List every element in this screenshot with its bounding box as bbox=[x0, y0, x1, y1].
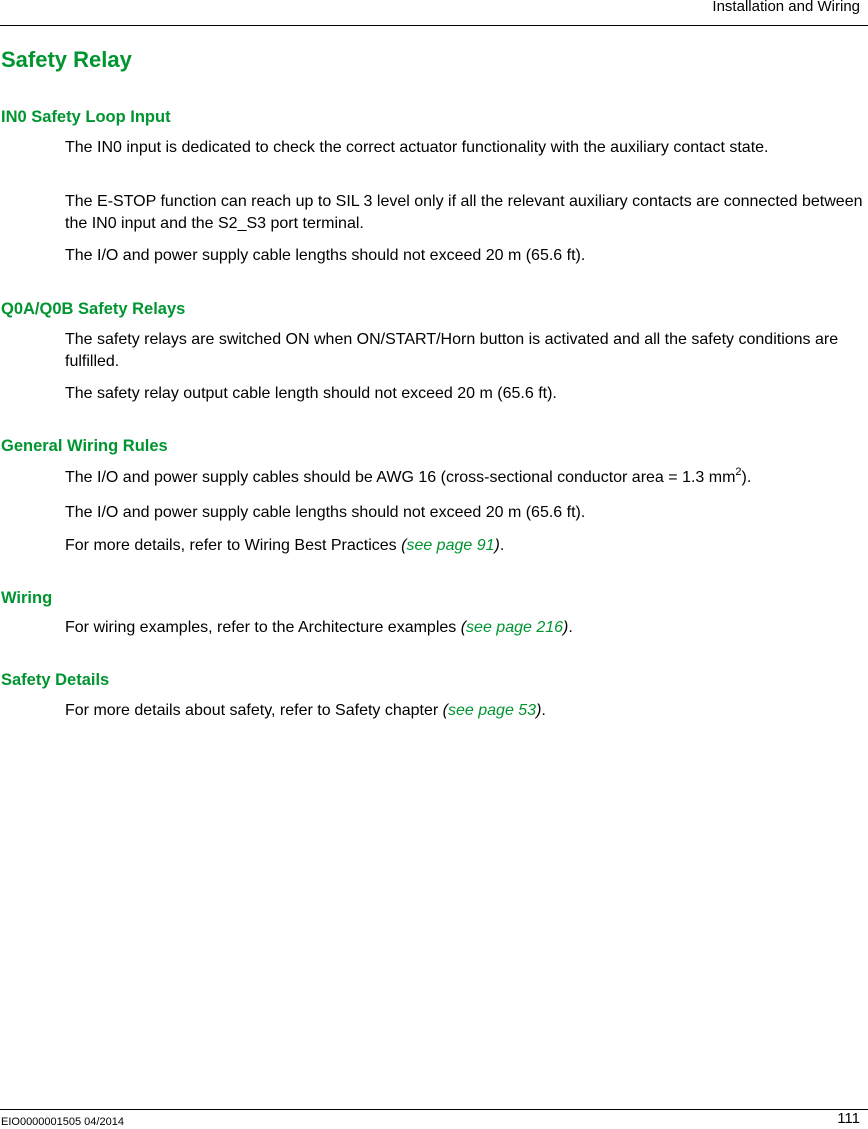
general-p3-text: For more details, refer to Wiring Best Practices bbox=[65, 537, 402, 554]
wiring-paragraph-1: For wiring examples, refer to the Architecture examples (see page 216). bbox=[65, 619, 573, 636]
general-paragraph-3: For more details, refer to Wiring Best Practices (see page 91). bbox=[65, 537, 505, 554]
q0-paragraph-2: The safety relay output cable length should not exceed 20 m (65.6 ft). bbox=[65, 385, 557, 402]
section-heading-q0: Q0A/Q0B Safety Relays bbox=[1, 300, 186, 318]
general-p1-text: The I/O and power supply cables should be AWG 16 (cross-sectional conductor area = 1.3 mm bbox=[65, 469, 736, 486]
in0-paragraph-1: The IN0 input is dedicated to check the correct actuator functionality with the auxiliary contact state. bbox=[65, 139, 769, 156]
page-number: 111 bbox=[837, 1110, 860, 1127]
in0-paragraph-2: The E-STOP function can reach up to SIL 3 level only if all the relevant auxiliary contacts are connected between the IN0 input and the S2_S3 port terminal. bbox=[65, 193, 863, 232]
header-divider bbox=[0, 25, 868, 26]
document-id: EIO0000001505 04/2014 bbox=[1, 1116, 124, 1128]
see-page-91-link[interactable]: see page 91 bbox=[406, 537, 495, 554]
section-heading-wiring: Wiring bbox=[1, 589, 53, 607]
q0-paragraph-1: The safety relays are switched ON when ON/START/Horn button is activated and all the safety conditions are fulfilled. bbox=[65, 331, 839, 370]
chapter-title: Installation and Wiring bbox=[712, 0, 860, 15]
general-p1-end: ). bbox=[741, 469, 752, 486]
wiring-p1-text: For wiring examples, refer to the Architecture examples bbox=[65, 619, 461, 636]
general-paragraph-2: The I/O and power supply cable lengths should not exceed 20 m (65.6 ft). bbox=[65, 504, 586, 521]
details-paragraph-1: For more details about safety, refer to Safety chapter (see page 53). bbox=[65, 702, 546, 719]
section-heading-details: Safety Details bbox=[1, 671, 110, 689]
see-page-216-link[interactable]: see page 216 bbox=[466, 619, 564, 636]
general-paragraph-1 bbox=[65, 467, 865, 489]
see-page-53-link[interactable]: see page 53 bbox=[448, 702, 537, 719]
superscript-two: 2 bbox=[735, 466, 742, 478]
footer-divider bbox=[0, 1109, 868, 1110]
page-title: Safety Relay bbox=[1, 47, 132, 72]
details-p1-text: For more details about safety, refer to Safety chapter bbox=[65, 702, 443, 719]
section-heading-general: General Wiring Rules bbox=[1, 437, 168, 455]
section-heading-in0: IN0 Safety Loop Input bbox=[1, 108, 171, 126]
in0-paragraph-3: The I/O and power supply cable lengths should not exceed 20 m (65.6 ft). bbox=[65, 247, 586, 264]
